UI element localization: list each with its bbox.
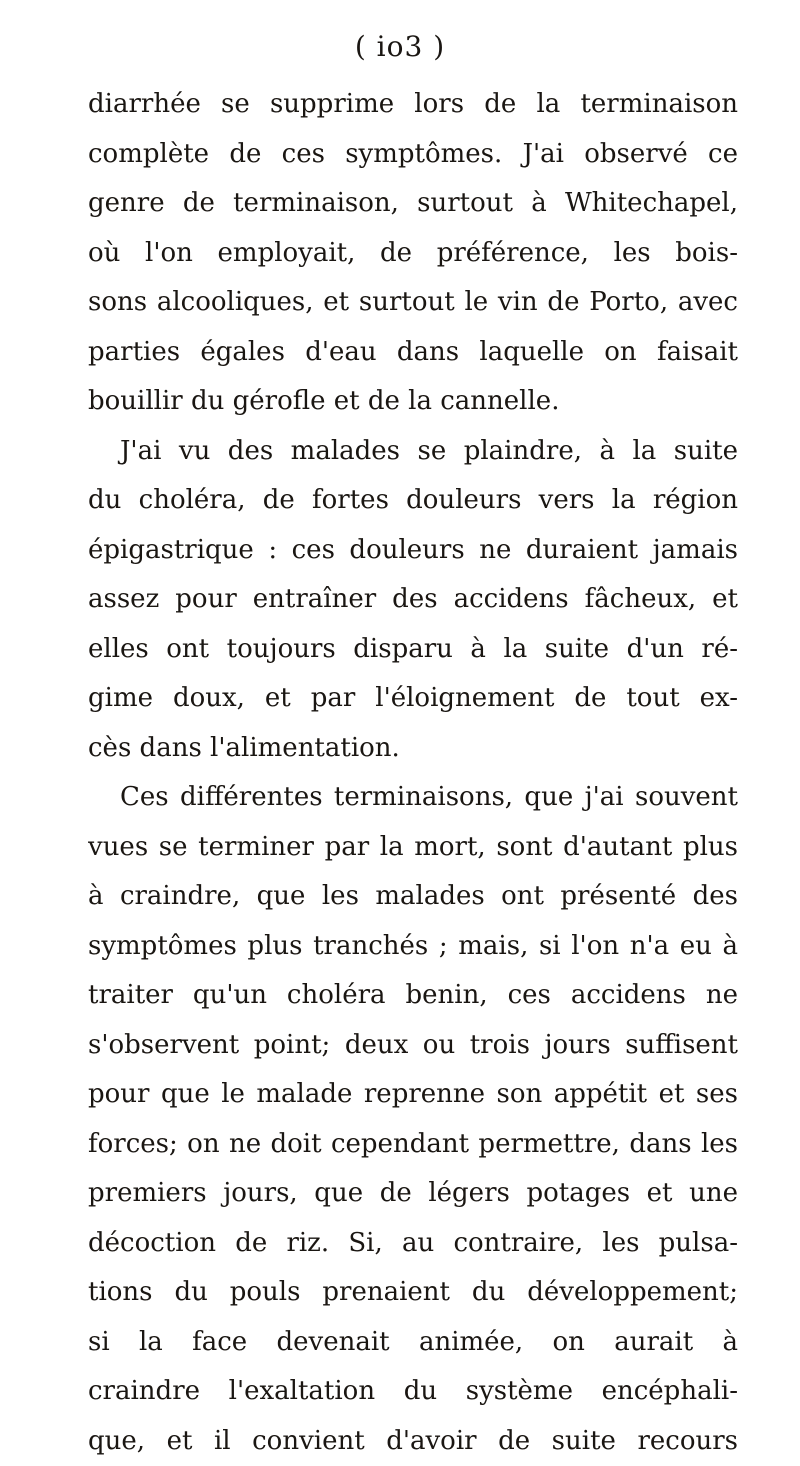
text-line: vues se terminer par la mort, sont d'autant plus	[88, 823, 738, 873]
text-line: symptômes plus tranchés ; mais, si l'on n'a eu à	[88, 922, 738, 972]
paragraph-end-line: cès dans l'alimentation.	[88, 724, 738, 774]
text-line: genre de terminaison, surtout à Whitechapel,	[88, 179, 738, 229]
text-line: épigastrique : ces douleurs ne duraient jamais	[88, 526, 738, 576]
text-line: du choléra, de fortes douleurs vers la région	[88, 476, 738, 526]
text-line: assez pour entraîner des accidens fâcheux, et	[88, 575, 738, 625]
page-number: ( io3 )	[0, 30, 800, 63]
text-line: parties égales d'eau dans laquelle on faisait	[88, 328, 738, 378]
text-line: diarrhée se supprime lors de la terminaison	[88, 80, 738, 130]
text-line: forces; on ne doit cependant permettre, dans les	[88, 1120, 738, 1170]
text-line: gime doux, et par l'éloignement de tout ex-	[88, 674, 738, 724]
text-line: décoction de riz. Si, au contraire, les pulsa-	[88, 1219, 738, 1269]
text-line: pour que le malade reprenne son appétit et ses	[88, 1070, 738, 1120]
paragraph-start-line: Ces différentes terminaisons, que j'ai souvent	[88, 773, 738, 823]
text-line: sons alcooliques, et surtout le vin de Porto, avec	[88, 278, 738, 328]
text-line: s'observent point; deux ou trois jours suffisent	[88, 1021, 738, 1071]
text-line: si la face devenait animée, on aurait à	[88, 1318, 738, 1368]
text-line: elles ont toujours disparu à la suite d'un ré-	[88, 625, 738, 675]
paragraph-end-line: bouillir du gérofle et de la cannelle.	[88, 377, 738, 427]
body-text	[88, 80, 738, 1466]
text-line: premiers jours, que de légers potages et une	[88, 1169, 738, 1219]
text-line: craindre l'exaltation du système encéphali-	[88, 1367, 738, 1417]
text-line: traiter qu'un choléra benin, ces accidens ne	[88, 971, 738, 1021]
text-line: que, et il convient d'avoir de suite recours	[88, 1417, 738, 1466]
text-line: complète de ces symptômes. J'ai observé ce	[88, 130, 738, 180]
text-line: tions du pouls prenaient du développement;	[88, 1268, 738, 1318]
text-line: à craindre, que les malades ont présenté des	[88, 872, 738, 922]
paragraph-start-line: J'ai vu des malades se plaindre, à la suite	[88, 427, 738, 477]
text-line: où l'on employait, de préférence, les bois-	[88, 229, 738, 279]
